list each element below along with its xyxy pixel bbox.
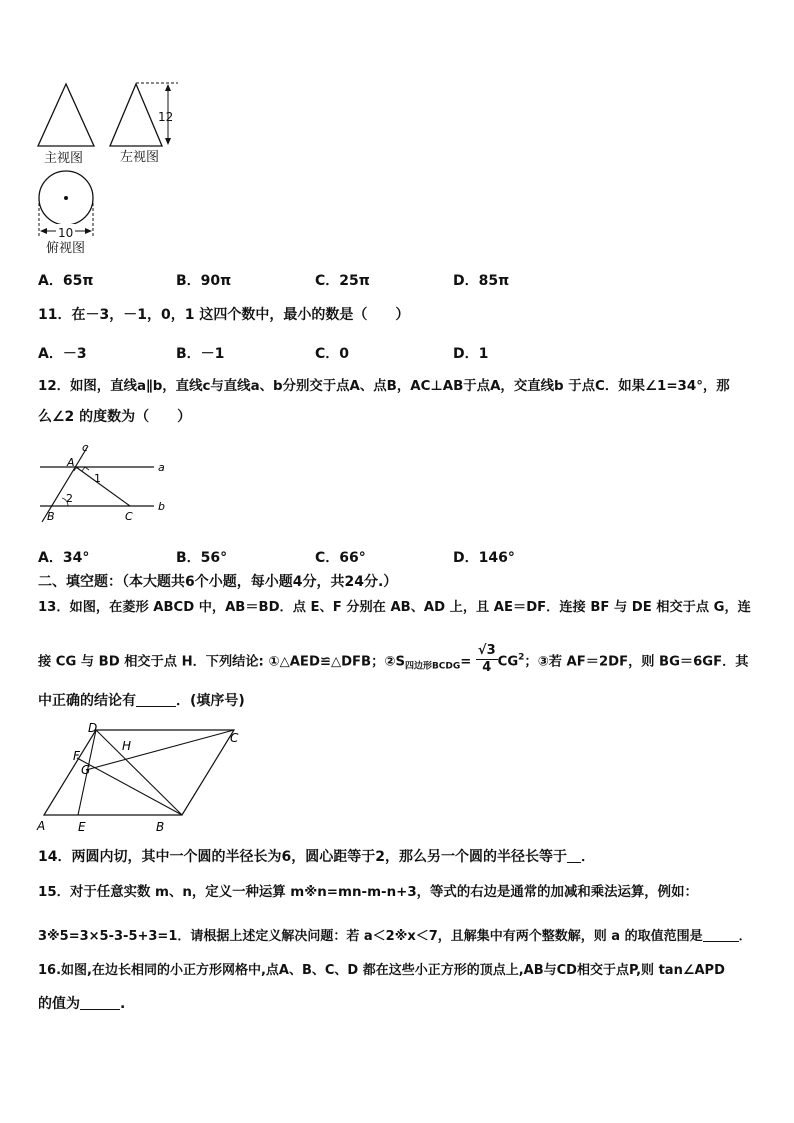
segment-bf: [77, 758, 182, 815]
label-F: F: [73, 749, 80, 763]
q16-answer-blank[interactable]: [80, 995, 120, 1010]
label-2: 2: [66, 492, 73, 505]
q16-line2-text: 的值为: [38, 996, 80, 1012]
q14-stem: [38, 848, 595, 866]
q10-option-d[interactable]: D．85π: [453, 273, 510, 289]
q14-answer-blank[interactable]: [567, 848, 581, 863]
q12-option-c[interactable]: C．66°: [315, 550, 366, 566]
q13-stem-line3: [38, 692, 245, 710]
q13-area-subscript: 四边形BCDG: [404, 661, 461, 672]
label-H: H: [122, 739, 132, 753]
q12-option-b[interactable]: B．56°: [176, 550, 228, 566]
q13-equals: =: [460, 654, 472, 670]
segment-ac: [76, 467, 130, 506]
top-view-center-dot: [64, 196, 68, 200]
front-view-label: 主视图: [44, 151, 84, 166]
label-b: b: [158, 500, 165, 513]
q13-line2-part-a: 接 CG 与 BD 相交于点 H．下列结论: ①△AED≌△DFB；②S: [38, 654, 405, 670]
width-label: 10: [58, 226, 74, 240]
q10-option-b[interactable]: B．90π: [176, 273, 232, 289]
q12-figure: [36, 440, 176, 526]
label-A: A: [37, 819, 46, 833]
q12-stem-line2: 么∠2 的度数为（ ）: [38, 409, 192, 425]
label-C: C: [125, 510, 133, 523]
q13-line3-end: ．(填序号): [176, 693, 245, 709]
label-a: a: [158, 461, 165, 474]
top-view-label: 俯视图: [46, 241, 86, 256]
q13-answer-blank[interactable]: [136, 692, 176, 707]
q16-line2-end: .: [120, 996, 126, 1012]
q12-stem-line1: 12．如图，直线a∥b，直线c与直线a、b分别交于点A、点B，AC⊥AB于点A，交直线b 于点C．如果∠1=34°，那: [38, 379, 730, 394]
q15-answer-blank[interactable]: [703, 927, 739, 942]
front-view-triangle: [38, 84, 94, 146]
label-C: C: [230, 731, 239, 745]
q13-cg: CG: [497, 654, 519, 670]
q10-option-a[interactable]: A．65π: [38, 273, 94, 289]
left-view-triangle: [110, 84, 162, 146]
label-B: B: [47, 510, 55, 523]
q13-stem-line2: [38, 645, 749, 678]
label-E: E: [78, 820, 86, 834]
label-A: A: [67, 456, 75, 469]
segment-cg: [86, 730, 234, 770]
label-D: D: [88, 721, 98, 735]
q14-text: 14．两圆内切，其中一个圆的半径长为6，圆心距等于2，那么另一个圆的半径长等于: [38, 849, 567, 865]
q15-stem-line2: [38, 927, 752, 946]
q11-option-d[interactable]: D．1: [453, 346, 489, 362]
q13-fraction-denominator: 4: [482, 660, 492, 675]
left-view-label: 左视图: [120, 150, 160, 165]
q13-rhombus-figure: [34, 718, 244, 836]
label-B: B: [156, 820, 165, 834]
q11-stem: 11．在－3，－1，0，1 这四个数中，最小的数是（ ）: [38, 307, 410, 323]
q13-line3-text: 中正确的结论有: [38, 693, 136, 709]
q13-stem-line1: 13．如图，在菱形 ABCD 中，AB＝BD．点 E、F 分别在 AB、AD 上，且 AE＝DF．连接 BF 与 DE 相交于点 G，连: [38, 600, 751, 615]
q12-option-d[interactable]: D．146°: [453, 550, 515, 566]
q14-end: ．: [580, 849, 595, 865]
label-1: 1: [94, 472, 101, 485]
q13-fraction-numerator: √3: [477, 643, 496, 658]
q16-stem-line1: 16.如图,在边长相同的小正方形网格中,点A、B、C、D 都在这些小正方形的顶点上,AB与CD相交于点P,则 tan∠APD: [38, 963, 725, 978]
q15-line2-end: ．: [738, 929, 752, 944]
q11-option-a[interactable]: A．－3: [38, 346, 87, 362]
q15-stem-line1: 15．对于任意实数 m、n，定义一种运算 m※n=mn-m-n+3，等式的右边是通常的加减和乘法运算，例如：: [38, 885, 698, 900]
q11-option-c[interactable]: C．0: [315, 346, 350, 362]
q15-line2-text: 3※5=3×5-3-5+3=1．请根据上述定义解决问题：若 a＜2※x＜7，且解集中有两个整数解，则 a 的取值范围是: [38, 929, 703, 944]
q11-option-b[interactable]: B．－1: [176, 346, 225, 362]
height-label: 12: [158, 110, 174, 124]
label-c: c: [82, 441, 89, 454]
q13-square: 2: [518, 652, 525, 663]
q13-fraction: [476, 643, 498, 676]
q12-option-a[interactable]: A．34°: [38, 550, 90, 566]
section-2-heading: 二、填空题：（本大题共6个小题，每小题4分，共24分.）: [38, 574, 398, 590]
q16-stem-line2: [38, 995, 125, 1013]
label-G: G: [81, 763, 91, 777]
segment-bd: [96, 730, 182, 815]
q10-option-c[interactable]: C．25π: [315, 273, 370, 289]
q13-line2-part-c: ；③若 AF＝2DF，则 BG＝6GF．其: [524, 654, 749, 670]
